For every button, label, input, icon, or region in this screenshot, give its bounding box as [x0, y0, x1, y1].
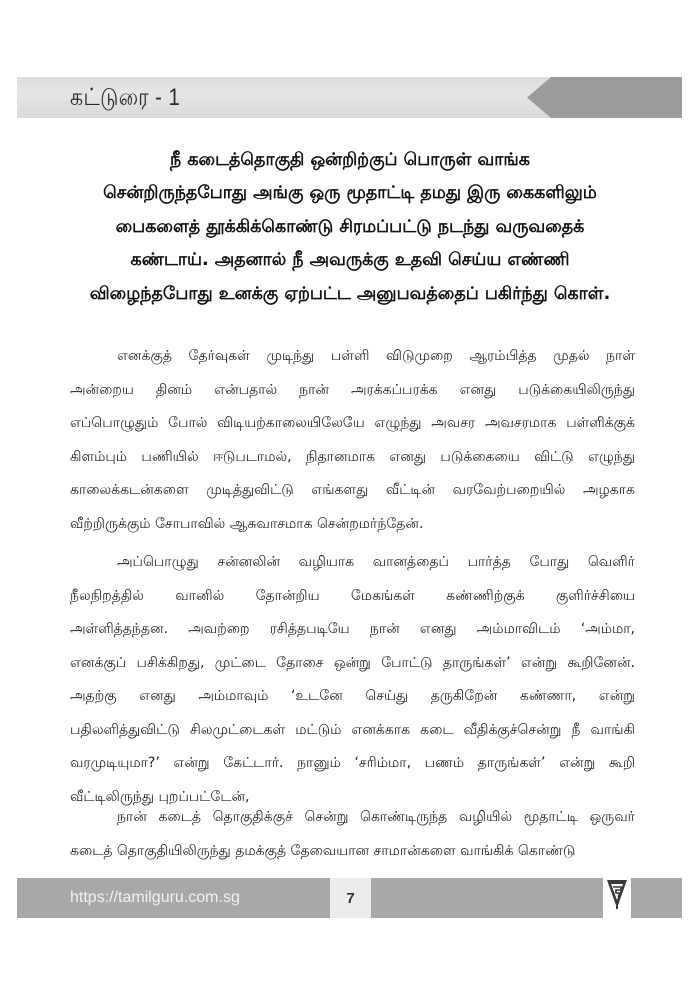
paragraph-line: எனக்குப் பசிக்கிறது, முட்டை தோசை ஒன்று போட்டு தாருங்கள்’ என்று கூறினேன். — [70, 654, 635, 671]
essay-paragraph-2 — [70, 546, 635, 814]
question-line: கண்டாய். அதனால் நீ அவருக்கு உதவி செய்ய எண்ணி — [130, 250, 570, 271]
paragraph-line: நான் கடைத் தொகுதிக்குச் சென்று கொண்டிருந்த வழியில் மூதாட்டி ஒருவர் — [117, 809, 635, 825]
paragraph-line: பதிலளித்துவிட்டு சிலமுட்டைகள் மட்டும் எனக்காக கடை வீதிக்குச்சென்று நீ வாங்கி — [70, 721, 635, 738]
footer-website-link[interactable]: https://tamilguru.com.sg — [70, 889, 240, 906]
paragraph-line: எனக்குத் தேர்வுகள் முடிந்து பள்ளி விடுமுறை ஆரம்பித்த முதல் நாள் — [117, 348, 635, 364]
paragraph-line: வீட்டிலிருந்து புறப்பட்டேன், — [70, 788, 250, 805]
section-header-band — [17, 77, 682, 118]
essay-question — [40, 144, 660, 311]
paragraph-line: அதற்கு எனது அம்மாவும் ‘உடனே செய்து தருகிறேன் கண்ணா, என்று — [70, 688, 635, 704]
page-footer — [17, 878, 682, 918]
essay-paragraph-3 — [70, 801, 635, 868]
question-line: நீ கடைத்தொகுதி ஒன்றிற்குப் பொருள் வாங்க — [170, 150, 530, 170]
header-arrow-decoration — [527, 77, 682, 118]
page-number: 7 — [346, 889, 355, 907]
paragraph-line: கடைத் தொகுதியிலிருந்து தமக்குத் தேவையான சாமான்களை வாங்கிக் கொண்டு — [70, 842, 576, 859]
paragraph-line: வீற்றிருக்கும் சோபாவில் ஆசுவாசமாக சென்றமர்ந்தேன். — [70, 515, 424, 532]
paragraph-line: கிளம்பும் பணியில் ஈடுபடாமல், நிதானமாக எனது படுக்கையை விட்டு எழுந்து — [70, 448, 635, 465]
tamilguru-logo-icon — [606, 878, 628, 910]
paragraph-line: அன்றைய தினம் என்பதால் நான் அரக்கப்பரக்க எனது படுக்கையிலிருந்து — [70, 381, 635, 398]
question-line: விழைந்தபோது உனக்கு ஏற்பட்ட அனுபவத்தைப் பகிர்ந்து கொள். — [89, 283, 611, 304]
page-number-box — [330, 878, 371, 918]
paragraph-line: எப்பொழுதும் போல் விடியற்காலையிலேயே எழுந்து அவசர அவசரமாக பள்ளிக்குக் — [70, 415, 635, 431]
essay-paragraph-1 — [70, 340, 635, 541]
paragraph-line: அப்பொழுது சன்னலின் வழியாக வானத்தைப் பார்த்த போது வெளிர் — [117, 554, 635, 570]
paragraph-line: அள்ளித்தந்தன. அவற்றை ரசித்தபடியே நான் எனது அம்மாவிடம் ‘அம்மா, — [70, 621, 635, 637]
section-title: கட்டுரை - 1 — [70, 84, 181, 111]
question-line: சென்றிருந்தபோது அங்கு ஒரு மூதாட்டி தமது இரு கைகளிலும் — [103, 183, 597, 204]
question-line: பைகளைத் தூக்கிக்கொண்டு சிரமப்பட்டு நடந்து வருவதைக் — [115, 216, 585, 237]
paragraph-line: காலைக்கடன்களை முடித்துவிட்டு எங்களது வீட்டின் வரவேற்பறையில் அழகாக — [70, 482, 635, 498]
paragraph-line: வரமுடியுமா?’ என்று கேட்டார். நானும் ‘சரிம்மா, பணம் தாருங்கள்’ என்று கூறி — [70, 755, 635, 771]
tamilguru-logo — [603, 878, 631, 918]
paragraph-line: நீலநிறத்தில் வானில் தோன்றிய மேகங்கள் கண்ணிற்குக் குளிர்ச்சியை — [70, 587, 635, 604]
